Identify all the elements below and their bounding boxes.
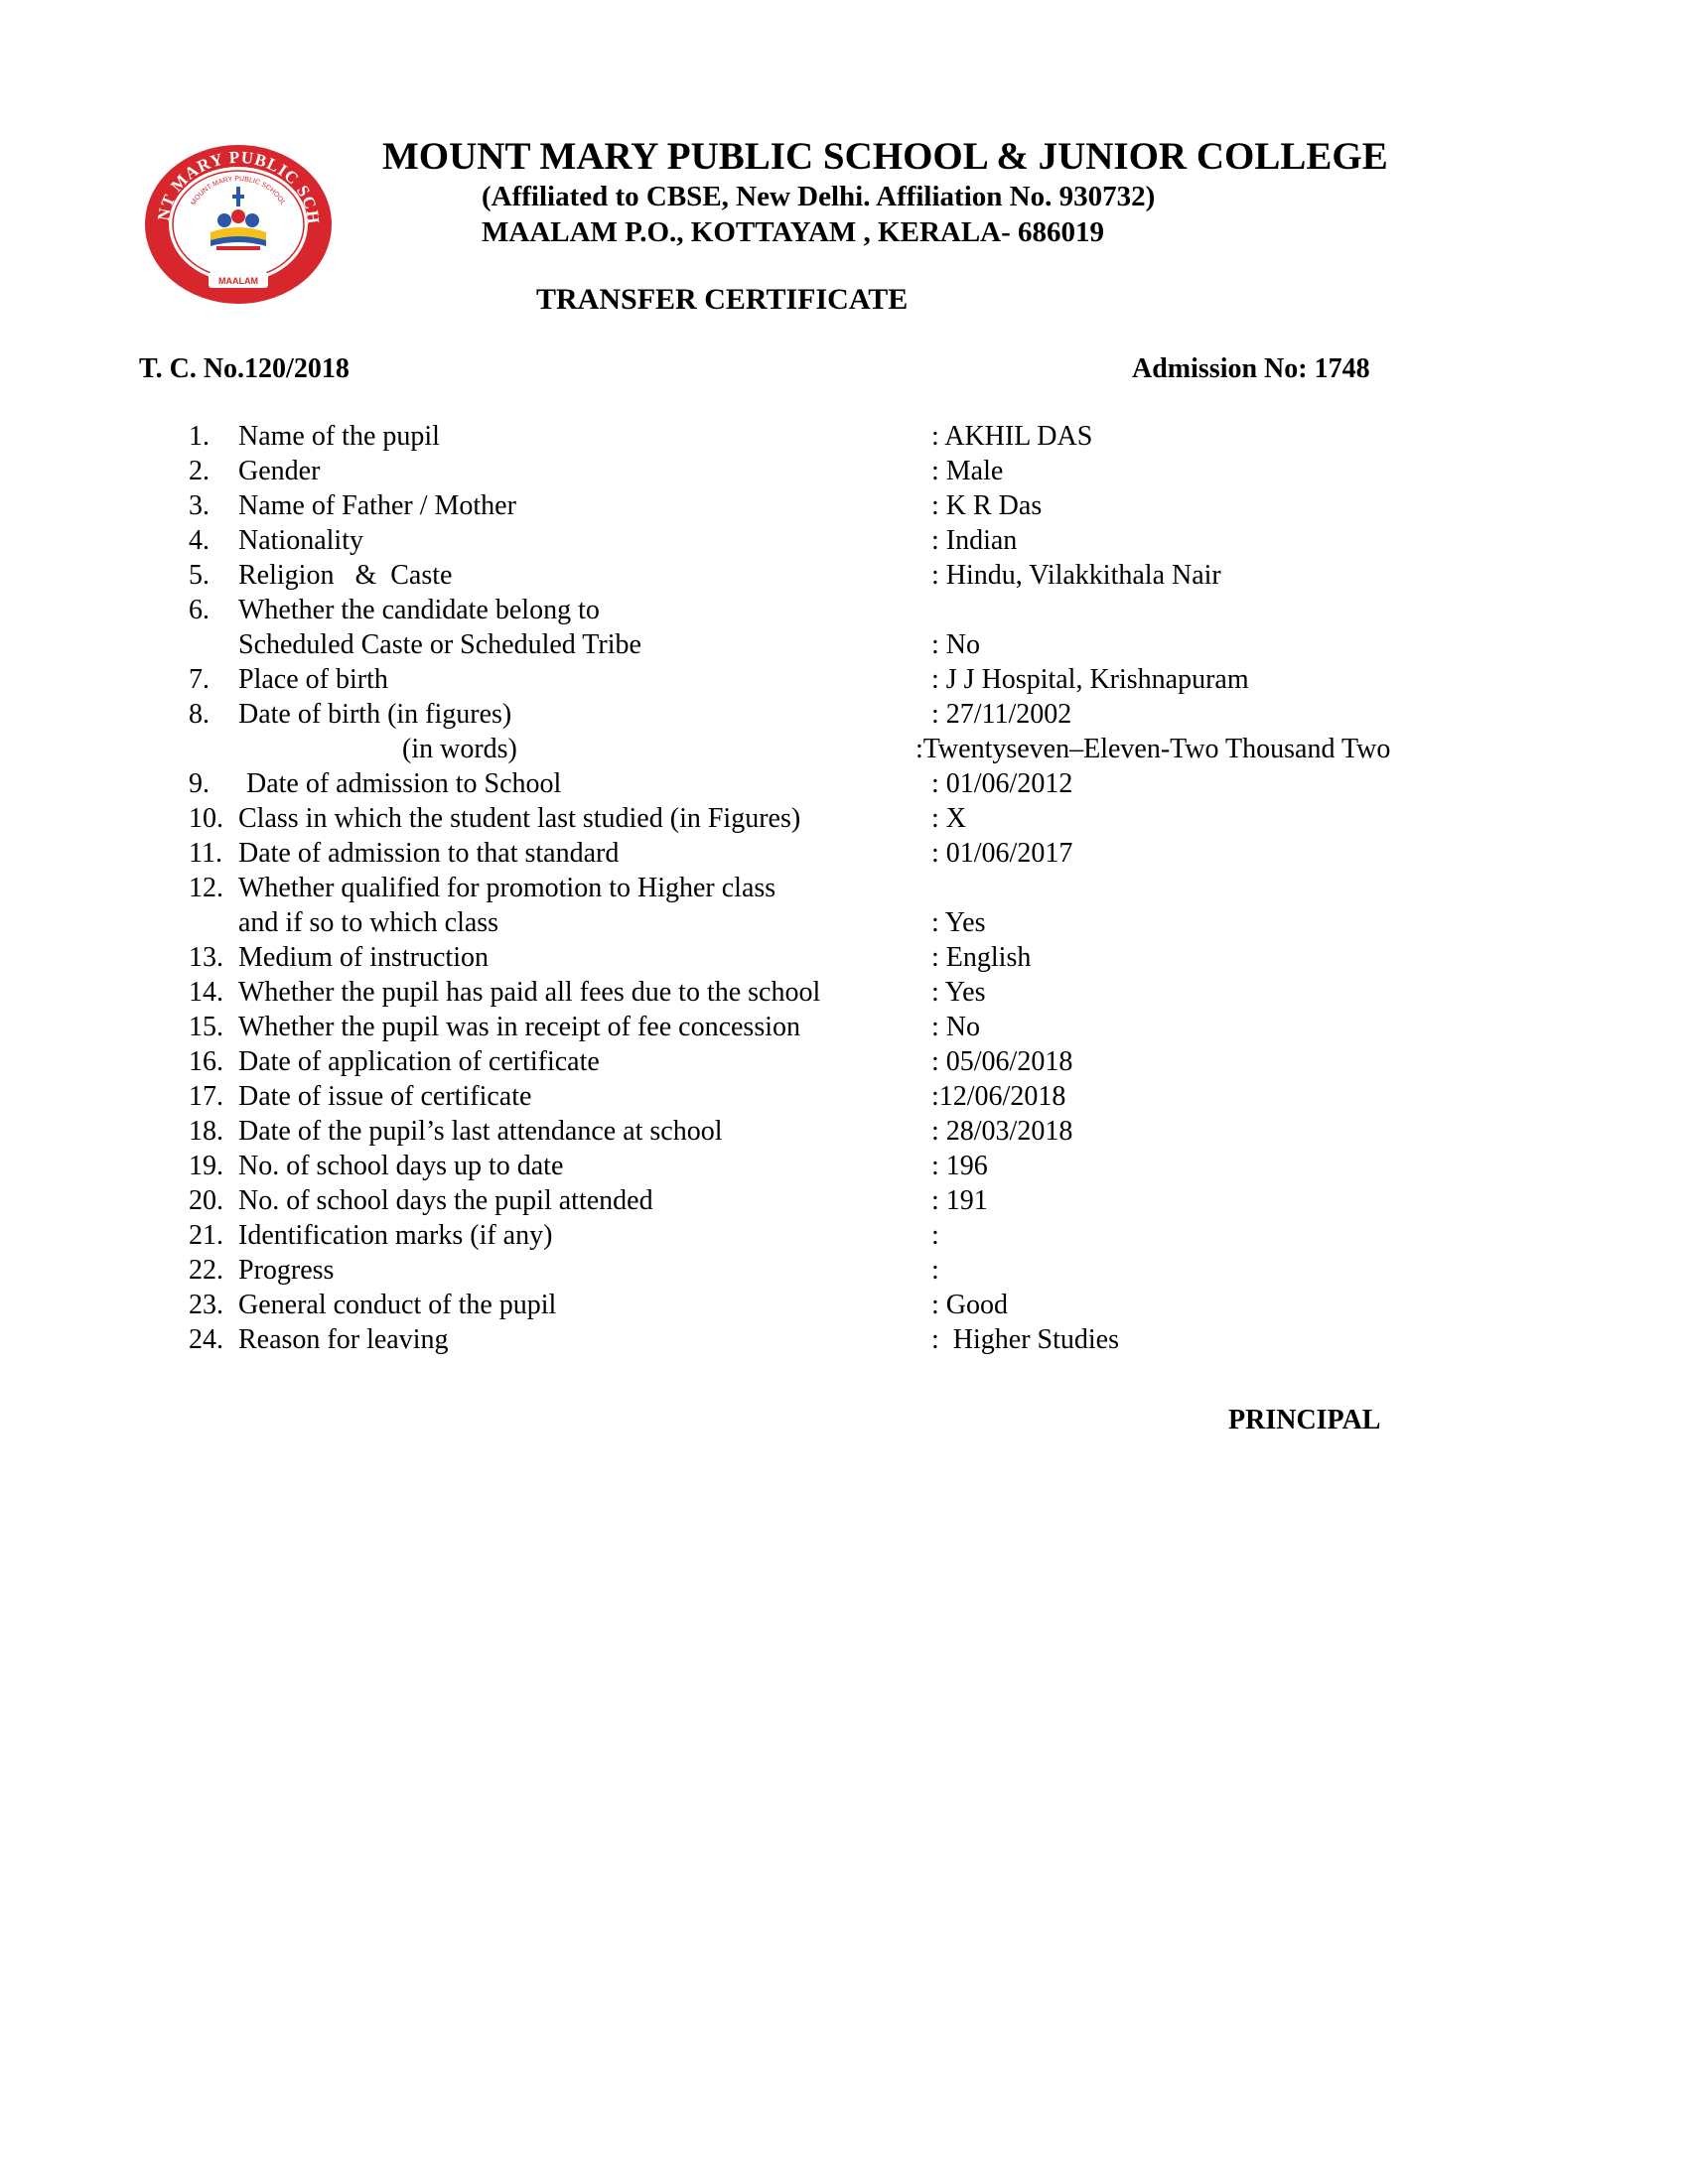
field-number: 4. bbox=[189, 525, 210, 556]
field-value: : 191 bbox=[931, 1185, 988, 1216]
field-row-19 bbox=[189, 1149, 1499, 1183]
principal-signatory: PRINCIPAL bbox=[1228, 1405, 1381, 1435]
field-label: Scheduled Caste or Scheduled Tribe bbox=[238, 629, 641, 660]
field-row-22 bbox=[189, 1253, 1499, 1288]
field-number: 19. bbox=[189, 1151, 223, 1181]
field-label: Date of birth (in figures) bbox=[238, 699, 512, 730]
field-value: : bbox=[931, 1220, 939, 1251]
field-value: : Yes bbox=[931, 907, 986, 938]
field-row-6-continued bbox=[189, 627, 1499, 662]
school-name: MOUNT MARY PUBLIC SCHOOL & JUNIOR COLLEGE bbox=[382, 135, 1388, 178]
field-value: : 28/03/2018 bbox=[931, 1116, 1073, 1147]
field-number: 21. bbox=[189, 1220, 223, 1251]
field-value: : 01/06/2012 bbox=[931, 768, 1073, 799]
field-number: 13. bbox=[189, 942, 223, 973]
field-label: Medium of instruction bbox=[238, 942, 489, 973]
field-row-23 bbox=[189, 1288, 1499, 1322]
field-label: (in words) bbox=[402, 734, 517, 764]
field-number: 11. bbox=[189, 838, 222, 869]
field-row-16 bbox=[189, 1044, 1499, 1079]
field-value: : X bbox=[931, 803, 966, 834]
field-number: 2. bbox=[189, 456, 210, 486]
field-row-8-words bbox=[189, 732, 1499, 766]
field-label: No. of school days up to date bbox=[238, 1151, 564, 1181]
field-label: Progress bbox=[238, 1255, 335, 1286]
field-row-8 bbox=[189, 697, 1499, 732]
field-label: Date of issue of certificate bbox=[238, 1081, 532, 1112]
field-value: : English bbox=[931, 942, 1032, 973]
field-label: Place of birth bbox=[238, 664, 388, 695]
affiliation-line: (Affiliated to CBSE, New Delhi. Affiliation No. 930732) bbox=[482, 181, 1156, 212]
field-number: 14. bbox=[189, 977, 223, 1008]
field-row-10 bbox=[189, 801, 1499, 836]
field-value: : No bbox=[931, 629, 980, 660]
field-label: Reason for leaving bbox=[238, 1324, 449, 1355]
field-label: Class in which the student last studied (in Figures) bbox=[238, 803, 801, 834]
field-row-15 bbox=[189, 1010, 1499, 1044]
field-label: General conduct of the pupil bbox=[238, 1290, 557, 1320]
field-label: Religion & Caste bbox=[238, 560, 453, 591]
svg-text:MOUNT MARY PUBLIC SCHOOL: NT MARY PUBLIC SCH bbox=[153, 147, 324, 226]
field-value: :12/06/2018 bbox=[931, 1081, 1066, 1112]
field-label: Identification marks (if any) bbox=[238, 1220, 553, 1251]
field-number: 5. bbox=[189, 560, 210, 591]
field-value: : 27/11/2002 bbox=[931, 699, 1072, 730]
field-row-14 bbox=[189, 975, 1499, 1010]
field-row-1 bbox=[189, 419, 1499, 454]
field-value: : No bbox=[931, 1012, 980, 1042]
field-value: : Hindu, Vilakkithala Nair bbox=[931, 560, 1221, 591]
field-row-12 bbox=[189, 871, 1499, 905]
field-number: 9. bbox=[189, 768, 210, 799]
field-row-13 bbox=[189, 940, 1499, 975]
field-label: Date of admission to School bbox=[246, 768, 562, 799]
field-value: : 01/06/2017 bbox=[931, 838, 1073, 869]
field-value: : K R Das bbox=[931, 490, 1043, 521]
field-label: Date of the pupil’s last attendance at school bbox=[238, 1116, 723, 1147]
field-value: : AKHIL DAS bbox=[931, 421, 1093, 452]
field-row-20 bbox=[189, 1183, 1499, 1218]
field-value: : 196 bbox=[931, 1151, 988, 1181]
field-row-9 bbox=[189, 766, 1499, 801]
field-label: Gender bbox=[238, 456, 321, 486]
school-address: MAALAM P.O., KOTTAYAM , KERALA- 686019 bbox=[482, 216, 1105, 248]
field-label: Whether qualified for promotion to Higher class bbox=[238, 873, 776, 903]
field-value: : Indian bbox=[931, 525, 1018, 556]
field-value: : Higher Studies bbox=[931, 1324, 1119, 1355]
field-row-7 bbox=[189, 662, 1499, 697]
field-label: Nationality bbox=[238, 525, 363, 556]
field-row-17 bbox=[189, 1079, 1499, 1114]
field-number: 20. bbox=[189, 1185, 223, 1216]
field-value: : Male bbox=[931, 456, 1004, 486]
field-label: Date of application of certificate bbox=[238, 1046, 600, 1077]
field-row-24 bbox=[189, 1322, 1499, 1357]
field-label: Date of admission to that standard bbox=[238, 838, 620, 869]
field-value: : Good bbox=[931, 1290, 1008, 1320]
field-label: No. of school days the pupil attended bbox=[238, 1185, 653, 1216]
field-number: 24. bbox=[189, 1324, 223, 1355]
tc-number: T. C. No.120/2018 bbox=[139, 353, 350, 384]
field-number: 22. bbox=[189, 1255, 223, 1286]
school-logo bbox=[139, 137, 338, 306]
field-number: 1. bbox=[189, 421, 210, 452]
field-label: Whether the pupil was in receipt of fee concession bbox=[238, 1012, 801, 1042]
field-number: 6. bbox=[189, 595, 210, 625]
field-label: Name of Father / Mother bbox=[238, 490, 516, 521]
field-number: 17. bbox=[189, 1081, 223, 1112]
field-value: : 05/06/2018 bbox=[931, 1046, 1073, 1077]
certificate-field-list bbox=[189, 419, 1499, 1357]
svg-text:MAALAM: MAALAM bbox=[218, 276, 258, 286]
field-label: Whether the pupil has paid all fees due to the school bbox=[238, 977, 821, 1008]
field-row-12-continued bbox=[189, 905, 1499, 940]
field-value: : Yes bbox=[931, 977, 986, 1008]
field-value: :Twentyseven–Eleven-Two Thousand Two bbox=[915, 734, 1391, 764]
field-row-11 bbox=[189, 836, 1499, 871]
field-row-18 bbox=[189, 1114, 1499, 1149]
admission-number: Admission No: 1748 bbox=[1132, 353, 1370, 384]
field-number: 18. bbox=[189, 1116, 223, 1147]
field-number: 23. bbox=[189, 1290, 223, 1320]
field-value: : bbox=[931, 1255, 939, 1286]
field-label: Whether the candidate belong to bbox=[238, 595, 600, 625]
field-row-5 bbox=[189, 558, 1499, 593]
field-number: 12. bbox=[189, 873, 223, 903]
field-number: 15. bbox=[189, 1012, 223, 1042]
field-row-4 bbox=[189, 523, 1499, 558]
field-number: 3. bbox=[189, 490, 210, 521]
field-number: 10. bbox=[189, 803, 223, 834]
school-logo-emblem bbox=[139, 137, 338, 306]
field-number: 8. bbox=[189, 699, 210, 730]
field-row-2 bbox=[189, 454, 1499, 488]
field-row-3 bbox=[189, 488, 1499, 523]
field-label: and if so to which class bbox=[238, 907, 499, 938]
svg-text:MOUNT MARY PUBLIC SCHOOL: MOUNT MARY PUBLIC SCHOOL bbox=[190, 175, 287, 207]
document-title: TRANSFER CERTIFICATE bbox=[536, 283, 909, 316]
field-row-21 bbox=[189, 1218, 1499, 1253]
field-label: Name of the pupil bbox=[238, 421, 440, 452]
field-row-6 bbox=[189, 593, 1499, 627]
field-number: 7. bbox=[189, 664, 210, 695]
field-value: : J J Hospital, Krishnapuram bbox=[931, 664, 1249, 695]
field-number: 16. bbox=[189, 1046, 223, 1077]
